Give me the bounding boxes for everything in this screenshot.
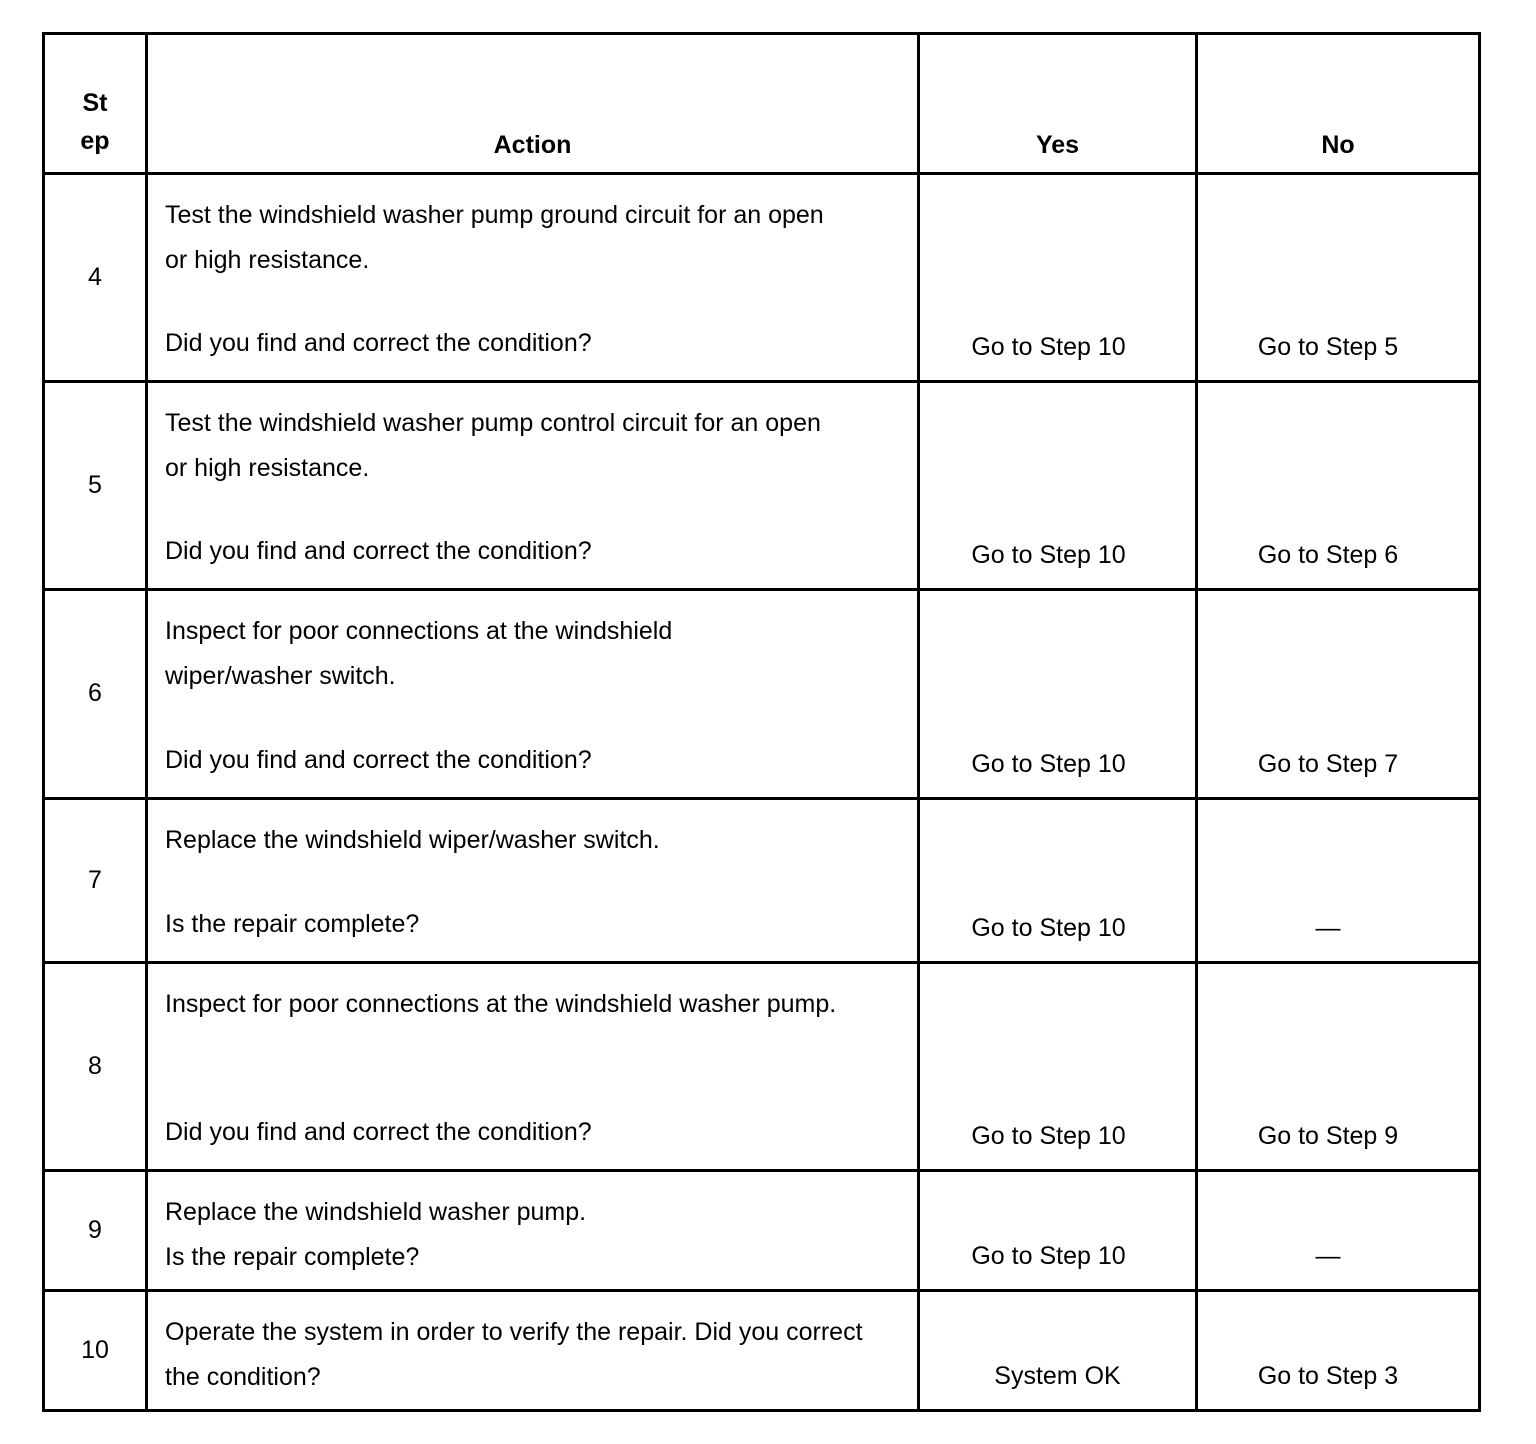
action-cell [147,798,919,962]
table-row [44,962,1480,1170]
yes-result: Go to Step 10 [971,1121,1126,1150]
no-result: Go to Step 5 [1257,333,1399,362]
action-text: Replace the windshield washer pump. [165,1197,587,1226]
no-cell [1197,1170,1480,1290]
no-cell [1197,962,1480,1170]
yes-result: Go to Step 10 [971,749,1126,778]
no-result: Go to Step 6 [1257,541,1399,570]
table-row [44,590,1480,798]
table-row [44,174,1480,382]
header-row [44,34,1480,174]
yes-cell [919,798,1197,962]
yes-cell [919,174,1197,382]
yes-result: Go to Step 10 [971,913,1126,942]
step-number: 7 [44,798,147,962]
action-cell [147,174,919,382]
yes-result: Go to Step 10 [971,333,1126,362]
action-text: Operate the system in order to verify the repair. Did you correct the condition? [165,1317,863,1391]
no-cell [1197,174,1480,382]
action-question: Is the repair complete? [165,1242,420,1271]
no-result: — [1315,913,1341,942]
action-text: Test the windshield washer pump control circuit for an open or high resistance. [165,409,821,483]
header-step: St ep [44,34,147,174]
action-text: Inspect for poor connections at the windshield wiper/washer switch. [165,617,673,691]
yes-cell [919,962,1197,1170]
no-cell [1197,382,1480,590]
yes-result: Go to Step 10 [971,541,1126,570]
step-number: 10 [44,1290,147,1410]
action-cell [147,590,919,798]
action-question: Did you find and correct the condition? [165,537,592,566]
no-result: Go to Step 7 [1257,749,1399,778]
step-number: 8 [44,962,147,1170]
step-number: 9 [44,1170,147,1290]
action-text: Replace the windshield wiper/washer switch. [165,825,660,854]
action-cell [147,382,919,590]
header-yes: Yes [919,34,1197,174]
action-cell [147,1290,919,1410]
table-row [44,1170,1480,1290]
action-question: Is the repair complete? [165,909,420,938]
action-question: Did you find and correct the condition? [165,745,592,774]
step-number: 6 [44,590,147,798]
yes-result: System OK [994,1362,1121,1390]
yes-cell [919,382,1197,590]
no-result: — [1315,1241,1341,1270]
action-question: Did you find and correct the condition? [165,1117,592,1146]
action-cell [147,1170,919,1290]
no-result: Go to Step 3 [1257,1362,1399,1390]
step-number: 4 [44,174,147,382]
diagnostic-steps-table [42,32,1481,1412]
action-cell [147,962,919,1170]
no-cell [1197,590,1480,798]
step-number: 5 [44,382,147,590]
table-row [44,798,1480,962]
no-result: Go to Step 9 [1257,1121,1399,1150]
table-row [44,382,1480,590]
no-cell [1197,1290,1480,1410]
table-row [44,1290,1480,1410]
header-action: Action [147,34,919,174]
action-text: Inspect for poor connections at the windshield washer pump. [165,989,837,1018]
header-no: No [1197,34,1480,174]
yes-result: Go to Step 10 [971,1241,1126,1270]
action-text: Test the windshield washer pump ground circuit for an open or high resistance. [165,201,824,275]
yes-cell [919,1290,1197,1410]
no-cell [1197,798,1480,962]
yes-cell [919,590,1197,798]
yes-cell [919,1170,1197,1290]
action-question: Did you find and correct the condition? [165,329,592,358]
